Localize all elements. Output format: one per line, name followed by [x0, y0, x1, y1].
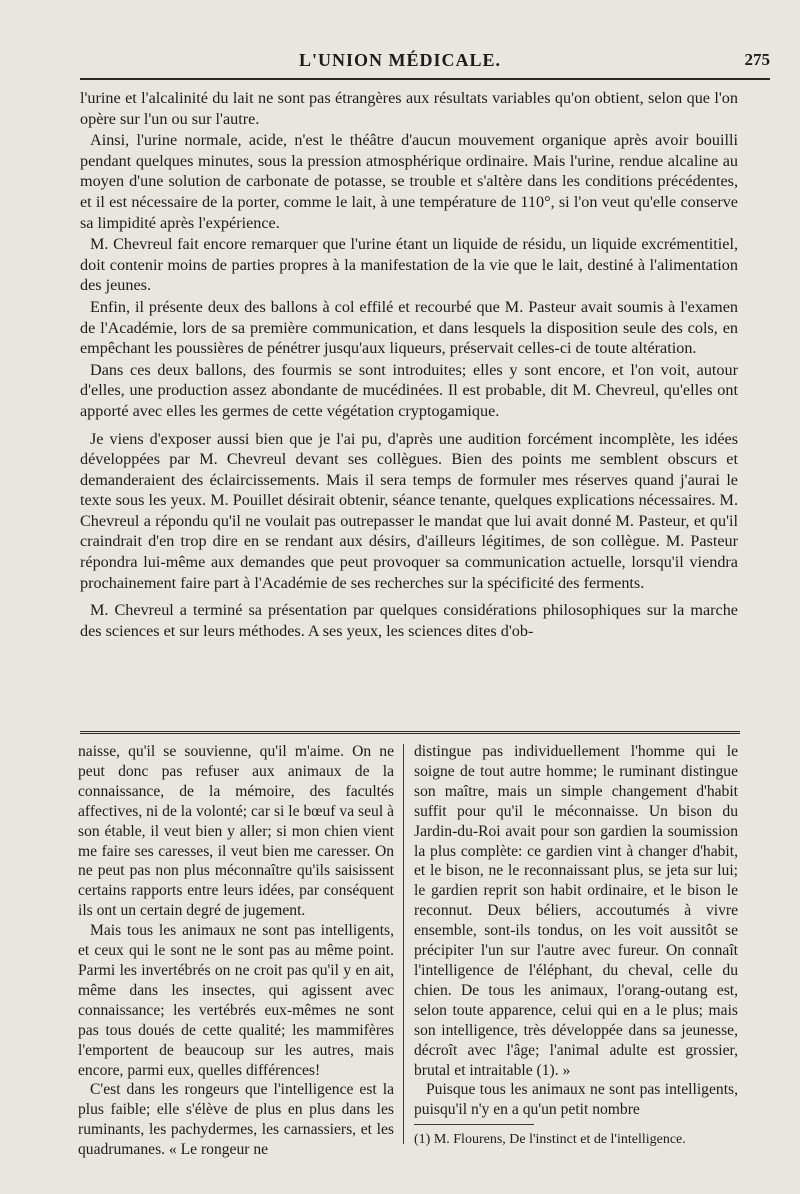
paragraph: l'urine et l'alcalinité du lait ne sont pas étrangères aux résultats variables qu'on obtient, selon que l'on opère sur l'un ou sur l'autre. [80, 89, 738, 128]
paragraph: naisse, qu'il se souvienne, qu'il m'aime. On ne peut donc pas refuser aux animaux de la connaissance, de la mémoire, des facultés affectives, ni de la volonté; car si le bœuf va seul à son étable, il veut bien y aller; si mon chien vient me faire ses caresses, il veut bien me caresser. On ne peut pas non plus méconnaître qu'ils saisissent certains rapports entre leurs idées, par conséquent ils ont un certain degré de jugement. [78, 743, 394, 920]
paragraph: C'est dans les rongeurs que l'intelligence est la plus faible; elle s'élève de plus en plus dans les ruminants, les pachydermes, les carnassiers, et les quadrumanes. « Le rongeur ne [78, 1081, 394, 1159]
column-divider [403, 744, 404, 1144]
page-number: 275 [744, 50, 770, 69]
feuilleton-right-column [414, 742, 738, 1148]
paragraph: Puisque tous les animaux ne sont pas intelligents, puisqu'il n'y en a qu'un petit nombre [414, 1081, 738, 1119]
paragraph: Dans ces deux ballons, des fourmis se sont introduites; elles y sont encore, et l'on voit, autour d'elles, une production assez abondante de mucédinées. Il est probable, dit M. Chevreul, qu'elles ont apporté avec elles les germes de cette végétation cryptogamique. [80, 360, 738, 420]
running-header [80, 44, 770, 76]
feuilleton [78, 742, 740, 1162]
feuilleton-separator [80, 731, 740, 736]
footnote-rule [414, 1124, 534, 1125]
paragraph: M. Chevreul a terminé sa présentation par quelques considérations philosophiques sur la marche des sciences et sur leurs méthodes. A ses yeux, les sciences dites d'ob- [80, 601, 738, 640]
footnote: (1) M. Flourens, De l'instinct et de l'intelligence. [414, 1132, 686, 1148]
paragraph: Je viens d'exposer aussi bien que je l'ai pu, d'après une audition forcément incomplète, les idées développées par M. Chevreul devant ses collègues. Bien des points me semblent obscurs et demanderaient des éclaircissements. Mais il sera temps de formuler mes réserves quand j'aurai le texte sous les yeux. M. Pouillet désirait obtenir, séance tenante, quelques explications nécessaires. M. Chevreul a répondu qu'il ne voulait pas outrepasser le mandat que lui avait donné M. Pasteur, et qu'il craindrait d'en trop dire en se rendant aux désirs, d'ailleurs légitimes, de son collègue. M. Pasteur répondra lui-même aux demandes que peut provoquer sa communication actuelle, lorsqu'il viendra prochainement faire part à l'Académie de ses recherches sur la spécificité des ferments. [80, 429, 738, 592]
main-text [80, 88, 738, 642]
paragraph: Mais tous les animaux ne sont pas intelligents, et ceux qui le sont ne le sont pas au même point. Parmi les invertébrés on ne croit pas qu'il y en ait, même dans les insectes, qui agissent avec connaissance; les vertébrés eux-mêmes ne sont pas tous doués de cette qualité; les mammifères l'emportent de beaucoup sur les autres, mais encore, parmi eux, quelles différences! [78, 922, 394, 1079]
paragraph: M. Chevreul fait encore remarquer que l'urine étant un liquide de résidu, un liquide excrémentitiel, doit contenir moins de parties propres à la manifestation de la vie que le lait, destiné à l'alimentation des jeunes. [80, 235, 738, 295]
paragraph: distingue pas individuellement l'homme qui le soigne de tout autre homme; le ruminant distingue son maître, mais un simple changement d'habit suffit pour qu'il le méconnaisse. Un bison du Jardin-du-Roi avait pour son gardien la soumission la plus complète: ce gardien vint à changer d'habit, et le bison, ne le reconnaissant plus, se jeta sur lui; le gardien reprit son habit ordinaire, et le bison le reconnut. Deux béliers, accoutumés à vivre ensemble, sont-ils tondus, on les voit aussitôt se précipiter l'un sur l'autre avec fureur. On connaît l'intelligence de l'éléphant, du cheval, celle du chien. De tous les animaux, l'orang-outang est, selon toute apparence, celui qui en a le plus; mais son intelligence, très développée dans sa jeunesse, décroît avec l'âge; l'animal adulte est grossier, brutal et intraitable (1). » [414, 743, 738, 1079]
paragraph: Ainsi, l'urine normale, acide, n'est le théâtre d'aucun mouvement organique après avoir bouilli pendant quelques minutes, sous la pression atmosphérique ordinaire. Mais l'urine, rendue alcaline au moyen d'une solution de carbonate de potasse, se trouble et s'altère dans les conditions précédentes, et il est nécessaire de la porter, comme le lait, à une température de 110°, si l'on veut qu'elle conserve sa limpidité après l'expérience. [80, 131, 738, 232]
header-rule [80, 78, 770, 80]
feuilleton-left-column [78, 742, 394, 1160]
journal-title: L'UNION MÉDICALE. [298, 50, 502, 70]
paragraph: Enfin, il présente deux des ballons à col effilé et recourbé que M. Pasteur avait soumis à l'examen de l'Académie, lors de sa première communication, et dans lesquels la disposition seule des cols, en empêchant les poussières de pénétrer jusqu'aux liqueurs, préservait celles-ci de toute altération. [80, 297, 738, 358]
